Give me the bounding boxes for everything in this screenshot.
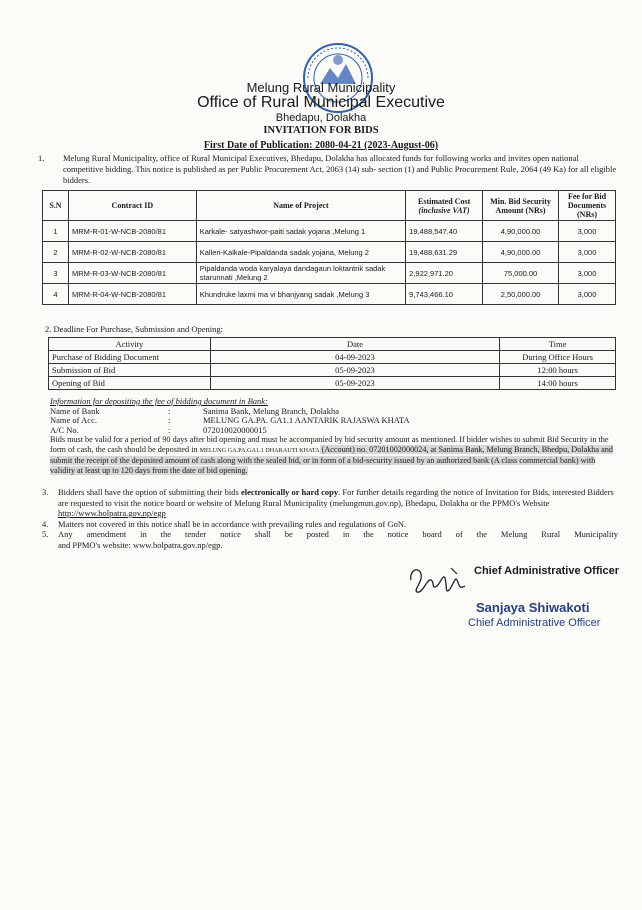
row-activity: Submission of Bid: [49, 364, 211, 377]
row-cost: 9,743,466.10: [406, 284, 483, 305]
point-number: 3.: [42, 487, 49, 497]
header-date: Date: [210, 338, 499, 351]
point-number: 4.: [42, 518, 49, 529]
header-cost-sub: (inclusive VAT): [418, 205, 470, 215]
intro-paragraph: [38, 153, 620, 186]
table-row: [49, 364, 616, 377]
bank-key: Name of Bank: [50, 405, 100, 416]
row-date: 04-09-2023: [210, 351, 499, 364]
row-activity: Purchase of Bidding Document: [49, 351, 211, 364]
deadline-table: [48, 337, 616, 390]
bank-info-title: Information for depositing the fee of bidding document in Bank:: [50, 396, 268, 406]
row-time: 12:00 hours: [500, 364, 616, 377]
bid-validity-paragraph: [50, 435, 616, 476]
point-text: . For further details regarding the notice of Invitation for Bids, interested Bidders are requested to visit the notice board or website of Melung Rural Municipality (melungmun.gov.np), Bhedapu, Dolakha or the PPMO's Website: [58, 487, 614, 508]
row-activity: Opening of Bid: [49, 377, 211, 390]
row-cost: 19,488,631.29: [406, 242, 483, 263]
validity-account: MELUNG GA.PA.GA1.1 DHARAUTI KHATA: [199, 447, 320, 454]
table-row: [49, 377, 616, 390]
signatory-stamp-title: Chief Administrative Officer: [468, 617, 601, 629]
row-project: Khundruke laxmi ma vi bhanjyang sadak ,Melung 3: [196, 284, 405, 305]
header-contract-id: Contract ID: [68, 191, 196, 221]
table-row: [43, 263, 616, 284]
header-bid-security: Min. Bid Security Amount (NRs): [483, 191, 559, 221]
list-item: [42, 529, 618, 550]
bank-info: [50, 397, 616, 435]
point-bold: electronically or hard copy: [240, 487, 339, 497]
row-fee: 3,000: [559, 263, 616, 284]
row-fee: 3,000: [559, 221, 616, 242]
bank-row: [50, 416, 616, 426]
publication-date: First Date of Publication: 2080-04-21 (2023-August-06): [203, 140, 439, 151]
row-date: 05-09-2023: [210, 364, 499, 377]
validity-text-1: Bids must be valid for a period of 90 days after bid opening and must be accompanied by bid security amount as mentioned. If bidder wishes to submit Bid Security in the form of cash, the cash should be deposited in: [50, 435, 609, 454]
list-item: [42, 519, 618, 530]
bank-key: A/C No.: [50, 424, 79, 435]
row-contract-id: MRM-R-04-W-NCB-2080/81: [68, 284, 196, 305]
row-sn: 3: [43, 263, 69, 284]
intro-text: Melung Rural Municipality, office of Rural Municipal Executives, Bhedapu, Dolakha has allocated funds for following works and invites open national competitive bidding. This notice is published as per Public Procurement Act, 2063 (14) sub- section (1) and Public Procurement Rule, 2064 (49 Ka) for all eligible bidders.: [63, 153, 617, 185]
table-row: [43, 221, 616, 242]
point-number: 5.: [42, 529, 49, 539]
row-contract-id: MRM-R-01-W-NCB-2080/81: [68, 221, 196, 242]
row-sn: 4: [43, 284, 69, 305]
deadline-header: [49, 338, 616, 351]
point-text: Any amendment in the tender notice shall be posted in the notice board of the Melung Rural Municipality: [58, 529, 618, 539]
signature-icon: [405, 560, 473, 600]
bid-table: [42, 190, 616, 305]
header-project: Name of Project: [196, 191, 405, 221]
validity-text-2: (Account) no. 07201002000024, at Sanima Bank, Melung Branch, Bhedpu, Dolakha and submit the receipt of the deposited amount of cash along with the sealed bid, or in form of a bid-security issued by an authorized bank (A class commercial bank) with validity at least up to 120 days from the date of bid opening.: [50, 445, 613, 475]
row-contract-id: MRM-R-02-W-NCB-2080/81: [68, 242, 196, 263]
deadline-title: 2. Deadline For Purchase, Submission and Opening:: [45, 324, 224, 334]
list-item: [42, 487, 618, 519]
row-time: 14:00 hours: [500, 377, 616, 390]
row-project: Karkale- satyashwor-paiti sadak yojana ,Melung 1: [196, 221, 405, 242]
notice-points: [42, 487, 618, 550]
bank-row: [50, 426, 616, 436]
signatory-role: Chief Administrative Officer: [474, 565, 620, 577]
point-text: Matters not covered in this notice shall be in accordance with prevailing rules and regulations of GoN.: [58, 518, 407, 529]
row-project: Pipaldanda woda karyalaya dandagaun loktantrik sadak starunnati ,Melung 2: [196, 263, 405, 284]
bank-sep: :: [168, 405, 171, 416]
row-sn: 1: [43, 221, 69, 242]
bank-key: Name of Acc.: [50, 415, 97, 426]
header-time: Time: [500, 338, 616, 351]
bid-table-header: [43, 191, 616, 221]
header-sn: S.N: [43, 191, 69, 221]
row-cost: 2,922,971.20: [406, 263, 483, 284]
row-date: 05-09-2023: [210, 377, 499, 390]
bank-value: MELUNG GA.PA. GA1.1 AANTARIK RAJASWA KHATA: [203, 415, 410, 426]
row-fee: 3,000: [559, 284, 616, 305]
municipality-name: Melung Rural Municipality: [246, 80, 396, 95]
point-text: Bidders shall have the option of submitting their bids: [58, 487, 241, 497]
office-name: Office of Rural Municipal Executive: [197, 94, 445, 111]
row-fee: 3,000: [559, 242, 616, 263]
bank-sep: :: [168, 424, 171, 435]
row-security: 4,90,000.00: [483, 221, 559, 242]
header-fee: Fee for Bid Documents (NRs): [559, 191, 616, 221]
row-cost: 19,488,547.40: [406, 221, 483, 242]
office-location: Bhedapu, Dolakha: [275, 112, 367, 124]
row-security: 4,90,000.00: [483, 242, 559, 263]
header-activity: Activity: [49, 338, 211, 351]
table-row: [43, 242, 616, 263]
bank-sep: :: [168, 415, 171, 426]
row-security: 75,000.00: [483, 263, 559, 284]
signatory-name: Sanjaya Shiwakoti: [476, 600, 590, 615]
row-sn: 2: [43, 242, 69, 263]
notice-title: INVITATION FOR BIDS: [263, 125, 379, 136]
header-estimated-cost: [406, 191, 483, 221]
intro-number: 1.: [38, 153, 45, 163]
table-row: [43, 284, 616, 305]
row-time: During Office Hours: [500, 351, 616, 364]
row-contract-id: MRM-R-03-W-NCB-2080/81: [68, 263, 196, 284]
table-row: [49, 351, 616, 364]
point-text: and PPMO's website: www.bolpatra.gov.np/egp.: [58, 539, 223, 550]
bolpatra-link[interactable]: http://www.bolpatra.gov.np/egp: [58, 508, 166, 518]
row-security: 2,50,000.00: [483, 284, 559, 305]
bank-value: 072010020000015: [203, 424, 267, 435]
row-project: Kalleri-Kalkale-Pipaldanda sadak yojana, Melung 2: [196, 242, 405, 263]
bank-value: Sanima Bank, Melung Branch, Dolakha: [203, 405, 339, 416]
header-cost-label: Estimated Cost: [418, 196, 471, 206]
